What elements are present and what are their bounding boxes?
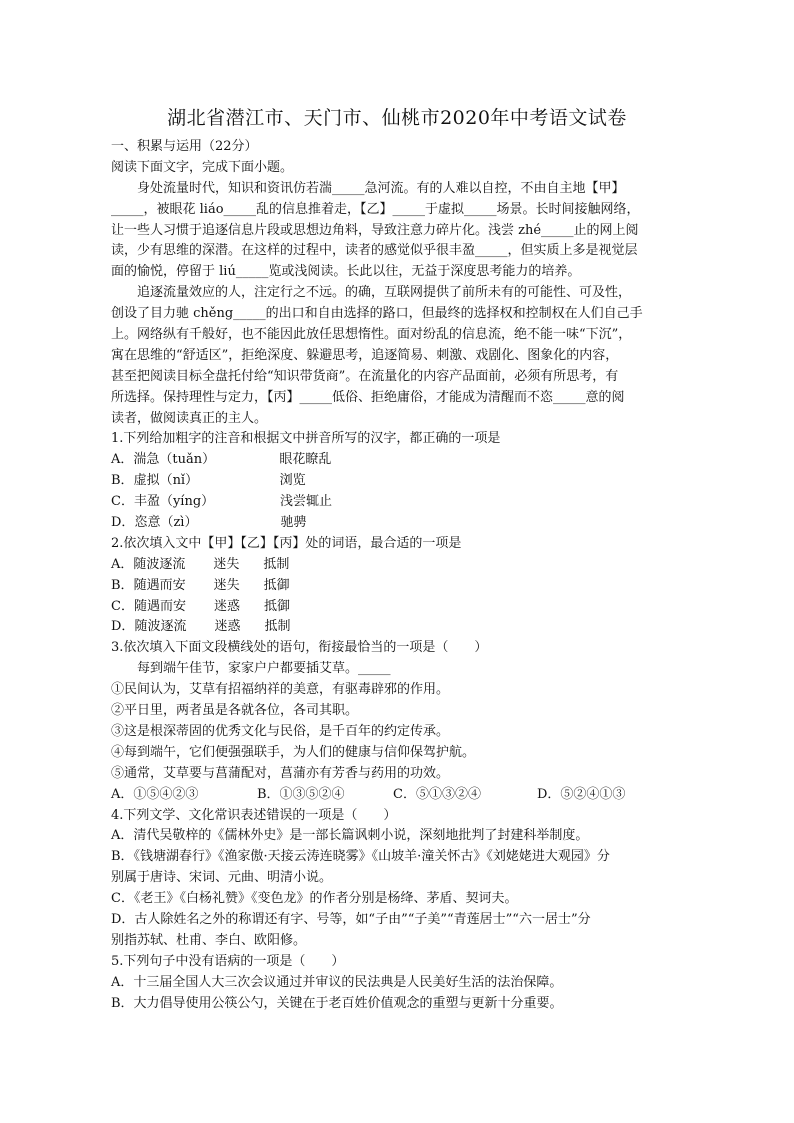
q1-option-a: A．湍急（tuǎn） 眼花瞭乱 — [111, 452, 332, 468]
q1-option-b: B．虚拟（nǐ） 浏览 — [111, 473, 306, 489]
passage-line: 甚至把阅读目标全盘托付给“知识带货商”。在流量化的内容产品面前，必须有所思考，有 — [111, 368, 619, 384]
q2-option-d: D．随波逐流 迷惑 抵制 — [111, 619, 291, 635]
q5-option-b: B．大力倡导使用公筷公勺，关键在于老百姓价值观念的重塑与更新十分重要。 — [111, 995, 563, 1011]
question-2-stem: 2.依次填入文中【甲】【乙】【丙】处的词语，最合适的一项是 — [111, 535, 462, 551]
question-3-stem: 3.依次填入下面文段横线处的语句，衔接最恰当的一项是（ ） — [111, 640, 488, 656]
passage-line: 让一些人习惯于追逐信息片段或思想边角料，导致注意力碎片化。浅尝 zhé_____止的网上阅 — [111, 222, 639, 238]
passage-line: 寓在思维的“舒适区”，拒绝深度、躲避思考，追逐简易、刺激、戏剧化、图象化的内容， — [111, 347, 619, 363]
q4-option-d: D．古人除姓名之外的称谓还有字、号等，如“子由”“子美”“青莲居士”“六一居士”分 — [111, 911, 591, 927]
q3-option-b: B．①③⑤②④ — [257, 786, 345, 802]
passage-line: 追逐流量效应的人，注定行之不远。的确，互联网提供了前所未有的可能性、可及性， — [137, 285, 632, 301]
question-1-stem: 1.下列给加粗字的注音和根据文中拼音所写的汉字，都正确的一项是 — [111, 431, 501, 447]
question-4-stem: 4.下列文学、文化常识表述错误的一项是（ ） — [111, 807, 397, 823]
passage-line: _____，被眼花 liáo_____乱的信息推着走，【乙】_____于虚拟_____场景。长时间接触网络， — [111, 201, 640, 217]
passage-line: 读者，做阅读真正的主人。 — [111, 410, 268, 426]
q3-sentence-1: ①民间认为，艾草有招福纳祥的美意，有驱毒辟邪的作用。 — [111, 682, 450, 698]
passage-line: 创设了目力驰 chěng_____的出口和自由选择的路口，但最终的选择权和控制权在人们自己手 — [111, 306, 643, 322]
q2-option-c: C．随遇而安 迷惑 抵御 — [111, 598, 290, 614]
passage — [111, 179, 685, 430]
q3-option-d: D．⑤②④①③ — [537, 786, 626, 802]
q4-option-b-cont: 别属于唐诗、宋词、元曲、明清小说。 — [111, 870, 333, 886]
section-heading: 一、积累与运用（22分） — [111, 139, 258, 154]
q3-intro: 每到端午佳节，家家户户都要插艾草。_____ — [137, 661, 391, 677]
exam-content — [111, 137, 685, 1014]
q2-option-a: A．随波逐流 迷失 抵制 — [111, 556, 290, 572]
question-5-stem: 5.下列句子中没有语病的一项是（ ） — [111, 953, 345, 969]
q1-option-c: C．丰盈（yíng） 浅尝辄止 — [111, 494, 332, 510]
q4-option-c: C．《老王》《白杨礼赞》《变色龙》的作者分别是杨绛、茅盾、契诃夫。 — [111, 891, 518, 907]
q4-option-b: B．《钱塘湖春行》《渔家傲·天接云涛连晓雾》《山坡羊·潼关怀古》《刘姥姥进大观园》分 — [111, 849, 610, 865]
q1-option-d: D．恣意（zì） 驰骋 — [111, 515, 307, 531]
q3-options — [111, 785, 685, 806]
q3-sentence-3: ③这是根深蒂固的优秀文化与民俗，是千百年的约定传承。 — [111, 723, 450, 739]
q3-option-c: C．⑤①③②④ — [393, 786, 481, 802]
q4-option-a: A．清代吴敬梓的《儒林外史》是一部长篇讽刺小说，深刻地批判了封建科举制度。 — [111, 828, 589, 844]
passage-line: 面的愉悦，停留于 liú_____览或浅阅读。长此以往，无益于深度思考能力的培养。 — [111, 264, 581, 280]
passage-line: 上。网络纵有千般好，也不能因此放任思想惰性。面对纷乱的信息流，绝不能一味“下沉”， — [111, 327, 632, 343]
q2-option-b: B．随遇而安 迷失 抵御 — [111, 577, 290, 593]
passage-line: 读，少有思维的深潜。在这样的过程中，读者的感觉似乎很丰盈_____，但实质上多是视觉层 — [111, 243, 638, 259]
q3-sentence-5: ⑤通常，艾草要与菖蒲配对，菖蒲亦有芳香与药用的功效。 — [111, 765, 450, 781]
q3-option-a: A．①⑤④②③ — [111, 786, 199, 802]
page-title: 湖北省潜江市、天门市、仙桃市2020年中考语文试卷 — [167, 107, 627, 129]
q5-option-a: A．十三届全国人大三次会议通过并审议的民法典是人民美好生活的法治保障。 — [111, 974, 563, 990]
q3-sentence-2: ②平日里，两者虽是各就各位，各司其职。 — [111, 703, 359, 719]
passage-line: 身处流量时代，知识和资讯仿若湍_____急河流。有的人难以自控，不由自主地【甲】 — [137, 180, 625, 196]
q3-sentence-4: ④每到端午，它们便强强联手，为人们的健康与信仰保驾护航。 — [111, 744, 476, 760]
passage-line: 所选择。保持理性与定力，【丙】_____低俗、拒绝庸俗，才能成为清醒而不恣_____意的阅 — [111, 389, 625, 405]
reading-instruction: 阅读下面文字，完成下面小题。 — [111, 159, 294, 175]
q4-option-d-cont: 别指苏轼、杜甫、李白、欧阳修。 — [111, 932, 307, 948]
